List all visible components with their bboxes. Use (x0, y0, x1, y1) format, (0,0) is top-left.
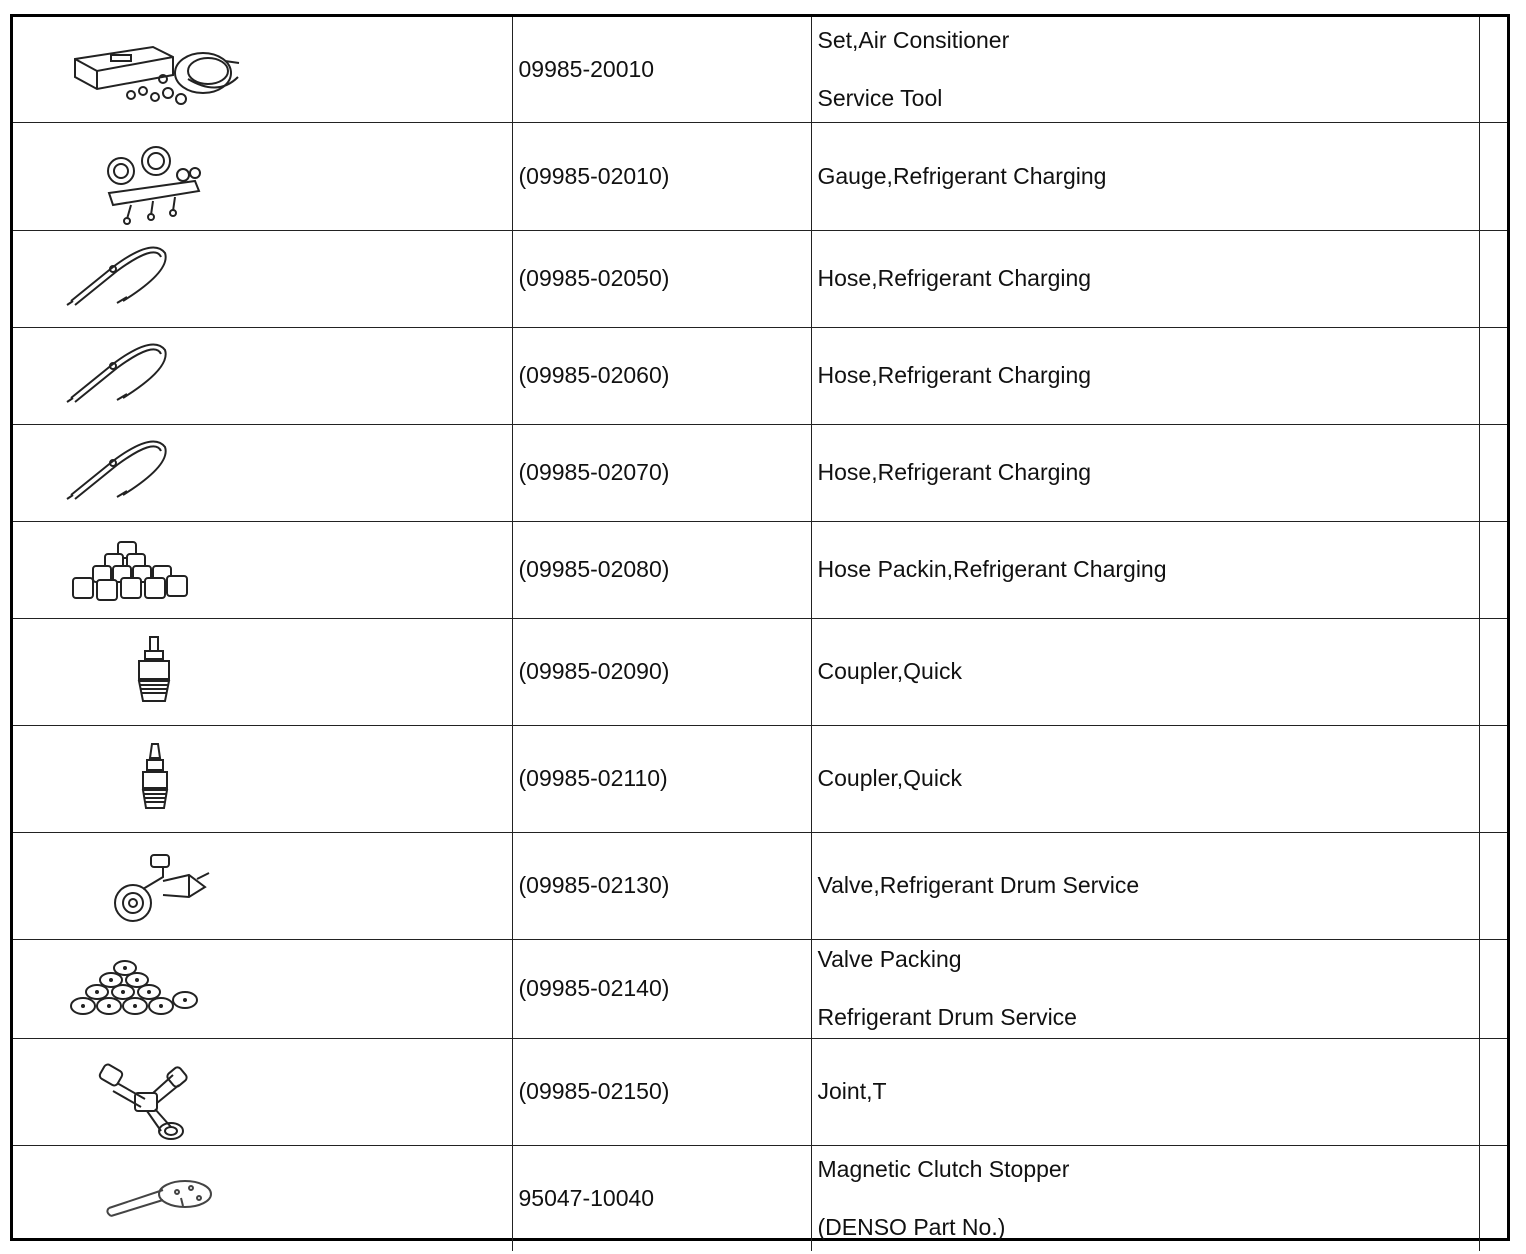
part-number: (09985-02060) (512, 328, 811, 425)
blank-cell (1479, 231, 1507, 328)
part-number: (09985-02110) (512, 726, 811, 833)
quick-coupler-icon (13, 619, 512, 725)
tool-image-cell (13, 328, 512, 425)
description-line: Coupler,Quick (817, 765, 962, 792)
table-row (13, 940, 1507, 1039)
blank-cell (1479, 123, 1507, 231)
description-line: Valve Packing (817, 946, 962, 973)
tool-image-cell (13, 1146, 512, 1252)
part-number: 09985-20010 (512, 17, 811, 123)
tool-image-cell (13, 619, 512, 726)
description (811, 940, 1479, 1039)
tool-image-cell (13, 833, 512, 940)
description (811, 833, 1479, 940)
description-line: Joint,T (817, 1078, 887, 1105)
part-number: 95047-10040 (512, 1146, 811, 1252)
part-number: (09985-02070) (512, 425, 811, 522)
parts-table-frame (10, 14, 1510, 1241)
table-row (13, 17, 1507, 123)
description-line: Coupler,Quick (817, 658, 962, 685)
blank-cell (1479, 1146, 1507, 1252)
drum-service-valve-icon (13, 833, 512, 939)
charging-hose-icon (13, 328, 512, 424)
description (811, 1146, 1479, 1252)
description (811, 231, 1479, 328)
part-number: (09985-02010) (512, 123, 811, 231)
description (811, 123, 1479, 231)
quick-coupler-icon (13, 726, 512, 832)
description (811, 522, 1479, 619)
charging-hose-icon (13, 231, 512, 327)
part-number: (09985-02140) (512, 940, 811, 1039)
description-line: Valve,Refrigerant Drum Service (817, 872, 1140, 899)
tool-image-cell (13, 940, 512, 1039)
tool-image-cell (13, 123, 512, 231)
tool-image-cell (13, 522, 512, 619)
table-row (13, 123, 1507, 231)
hose-packing-set-icon (13, 522, 512, 618)
description-line: Set,Air Consitioner (817, 26, 1010, 53)
t-joint-icon (13, 1039, 512, 1145)
description-line: Gauge,Refrigerant Charging (817, 162, 1107, 189)
blank-cell (1479, 17, 1507, 123)
tool-image-cell (13, 425, 512, 522)
tool-image-cell (13, 726, 512, 833)
part-number: (09985-02130) (512, 833, 811, 940)
description-line: Refrigerant Drum Service (817, 1004, 1077, 1030)
description-line: Hose,Refrigerant Charging (817, 459, 1092, 486)
blank-cell (1479, 940, 1507, 1039)
charging-hose-icon (13, 425, 512, 521)
table-row (13, 1146, 1507, 1252)
blank-cell (1479, 619, 1507, 726)
tool-image-cell (13, 231, 512, 328)
part-number: (09985-02090) (512, 619, 811, 726)
description-line: Hose Packin,Refrigerant Charging (817, 556, 1167, 583)
blank-cell (1479, 833, 1507, 940)
part-number: (09985-02050) (512, 231, 811, 328)
clutch-stopper-icon (13, 1146, 512, 1251)
description-line: Hose,Refrigerant Charging (817, 265, 1092, 292)
part-number: (09985-02150) (512, 1039, 811, 1146)
blank-cell (1479, 328, 1507, 425)
table-row (13, 1039, 1507, 1146)
table-row (13, 231, 1507, 328)
description-line: (DENSO Part No.) (817, 1213, 1006, 1240)
table-row (13, 833, 1507, 940)
service-kit-case-icon (13, 17, 512, 122)
valve-packing-set-icon (13, 940, 512, 1038)
blank-cell (1479, 1039, 1507, 1146)
description (811, 1039, 1479, 1146)
part-number: (09985-02080) (512, 522, 811, 619)
description-line: Hose,Refrigerant Charging (817, 362, 1092, 389)
table-row (13, 328, 1507, 425)
description-line: Magnetic Clutch Stopper (817, 1155, 1070, 1182)
table-row (13, 522, 1507, 619)
table-row (13, 619, 1507, 726)
blank-cell (1479, 522, 1507, 619)
blank-cell (1479, 726, 1507, 833)
tool-image-cell (13, 1039, 512, 1146)
table-row (13, 726, 1507, 833)
description (811, 17, 1479, 123)
service-tools-table (13, 17, 1507, 1251)
description (811, 726, 1479, 833)
table-row (13, 425, 1507, 522)
manifold-gauge-icon (13, 123, 512, 230)
blank-cell (1479, 425, 1507, 522)
description (811, 425, 1479, 522)
description-line: Service Tool (817, 84, 943, 111)
description (811, 328, 1479, 425)
tool-image-cell (13, 17, 512, 123)
description (811, 619, 1479, 726)
